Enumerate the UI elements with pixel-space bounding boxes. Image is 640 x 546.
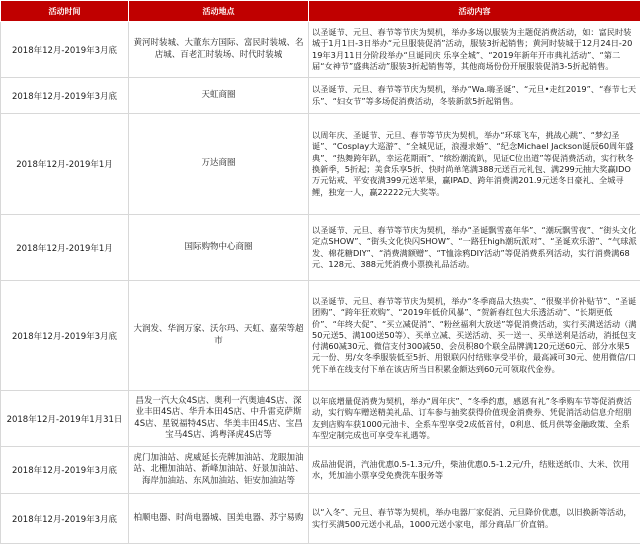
column-header-location: 活动地点	[129, 1, 309, 22]
cell-time: 2018年12月-2019年3月底	[1, 447, 129, 494]
table-row	[1, 114, 640, 215]
table-row	[1, 22, 640, 78]
column-header-time: 活动时间	[1, 1, 129, 22]
cell-content: 以圣诞节、元旦、春节等节庆为契机，举办“Wa.嗨圣诞”、“元旦•走红2019”、“春节七天乐”、“妇女节”等多场促消费活动，冬装新款5折起销售。	[309, 78, 640, 114]
cell-location: 大润发、华润万家、沃尔玛、天虹、嘉荣等超市	[129, 281, 309, 391]
table-row	[1, 391, 640, 447]
cell-location: 万达商圈	[129, 114, 309, 215]
table-row	[1, 494, 640, 544]
table-row	[1, 78, 640, 114]
cell-location: 国际购物中心商圈	[129, 215, 309, 281]
table-row	[1, 281, 640, 391]
cell-time: 2018年12月-2019年3月底	[1, 281, 129, 391]
table-header-row	[1, 1, 640, 22]
cell-time: 2018年12月-2019年1月	[1, 215, 129, 281]
cell-content: 成品油促消，汽油优惠0.5-1.3元/升，柴油优惠0.5-1.2元/升，结账送纸巾、大米、饮用水，凭加油小票享受免费洗车服务等	[309, 447, 640, 494]
cell-time: 2018年12月-2019年3月底	[1, 494, 129, 544]
cell-content: 以圣诞节、元旦、春节等节庆为契机，举办“冬季商品大热卖”、“很聚半价补贴节”、“圣诞团购”、“跨年狂欢购”、“2019年低价风暴”、“贺新春红包大乐透活动”、“长期更低价”、“年终大促”、“买立减促消”、“粉丝福利大放送”等促消费活动，实行买满送活动（满50元送5、满100送50等）、买单立减、买送活动、买一送一、买单送利是活动，消抵包支付满60减30元、微信支付300减50、会员积80个联全品牌满120元送60元、部分水果5元一份、男/女冬季服装低至5折、用银联闪付结账享受半价，最高减可30元、使用微信/口凭下单在线支付下单在该店所当日积累金额达到60元可领取代金券。	[309, 281, 640, 391]
cell-time: 2018年12月-2019年1月	[1, 114, 129, 215]
cell-location: 天虹商圈	[129, 78, 309, 114]
cell-content: 以圣诞节、元旦、春节等节庆为契机，举办多场以服装为主题促消费活动，如：富民时装城于1月1日-3日举办“元旦服装促消”活动，服装3折起销售；黄河时装城于12月24日-2019年3月11日分阶段举办“旦诞同庆 乐享全城”、“2019年新年开市典礼活动”、“第二届“女神节”盛典活动”服装3折起销售等，其他商场份份开展服装促消3-5折起销售。	[309, 22, 640, 78]
cell-location: 昌发一汽大众4S店、奥利一汽奥迪4S店、深业丰田4S店、华升本田4S店、中升雷克萨斯4S店、星锐福特4S店、华美丰田4S店、宝昌宝马4S店、鸿粤泽虎4S店等	[129, 391, 309, 447]
cell-content: 以周年庆、圣诞节、元旦、春节等节庆为契机，举办“环球飞车，挑战心跳”、“梦幻圣诞”、“Cosplay大巡游”、“全城见证，浪漫求婚”、“纪念Michael Jackson诞辰60周年盛典”、“热舞跨年趴，幸运花期雨”、“缤纷潮流趴，见证C位出道”等促消费活动，实行秋冬换新季，5折起；美食乐享5折、快时尚单笔满388元送百元礼包、满299元抽大奖赢IDO万元钻戒、平安夜满399元送苹果，赢IPAD、跨年消费满201.9元送冬日豪礼、全城寻鲤，独宠一人，赢22222元大奖等。	[309, 114, 640, 215]
cell-time: 2018年12月-2019年3月底	[1, 22, 129, 78]
cell-time: 2018年12月-2019年3月底	[1, 78, 129, 114]
cell-location: 虎门加油站、虎威延长壳牌加油站、龙眼加油站、北栅加油站、新峰加油站、好景加油站、海岸加油站、东风加油站、钜安加油站等	[129, 447, 309, 494]
cell-content: 以圣诞节、元旦、春节等节庆为契机，举办“圣诞飘雪嘉年华”、“潮玩飘雪夜”、“街头文化定点SHOW”、“街头文化快闪SHOW”、“一路狂high潮玩派对”、“圣诞欢乐游”、“气球派发、棉花糖DIY”、“消费满额赠”、“T恤涂鸦DIY活动”等促消费系列活动，实行消费满68元、128元、388元凭消费小票换礼品活动。	[309, 215, 640, 281]
cell-time: 2018年12月-2019年1月31日	[1, 391, 129, 447]
cell-content: 以年底增量促消费为契机，举办“周年庆”、“冬季约惠，感恩有礼”冬季购车节等促消费活动，实行购车赠送精美礼品、订车参与抽奖获得价值现金消费券、凭促消活动信息介绍朋友到店购车获1000元油卡、全系车型享受2成低首付，0利息、低月供等金融政策、全系车型定制完成也可享受车礼遇等。	[309, 391, 640, 447]
cell-location: 黄河时装城、大董东方国际、富民时装城、名店城、百老汇时装场、时代时装城	[129, 22, 309, 78]
column-header-content: 活动内容	[309, 1, 640, 22]
cell-content: 以“入冬”、元旦、春节等为契机，举办电器厂家促消、元旦降价优惠，以旧换新等活动，实行买满500元送小礼品，1000元送小家电，部分商品厂价直销。	[309, 494, 640, 544]
cell-location: 柏顺电器、时尚电器城、国美电器、苏宁易购	[129, 494, 309, 544]
table-row	[1, 215, 640, 281]
table-row	[1, 447, 640, 494]
